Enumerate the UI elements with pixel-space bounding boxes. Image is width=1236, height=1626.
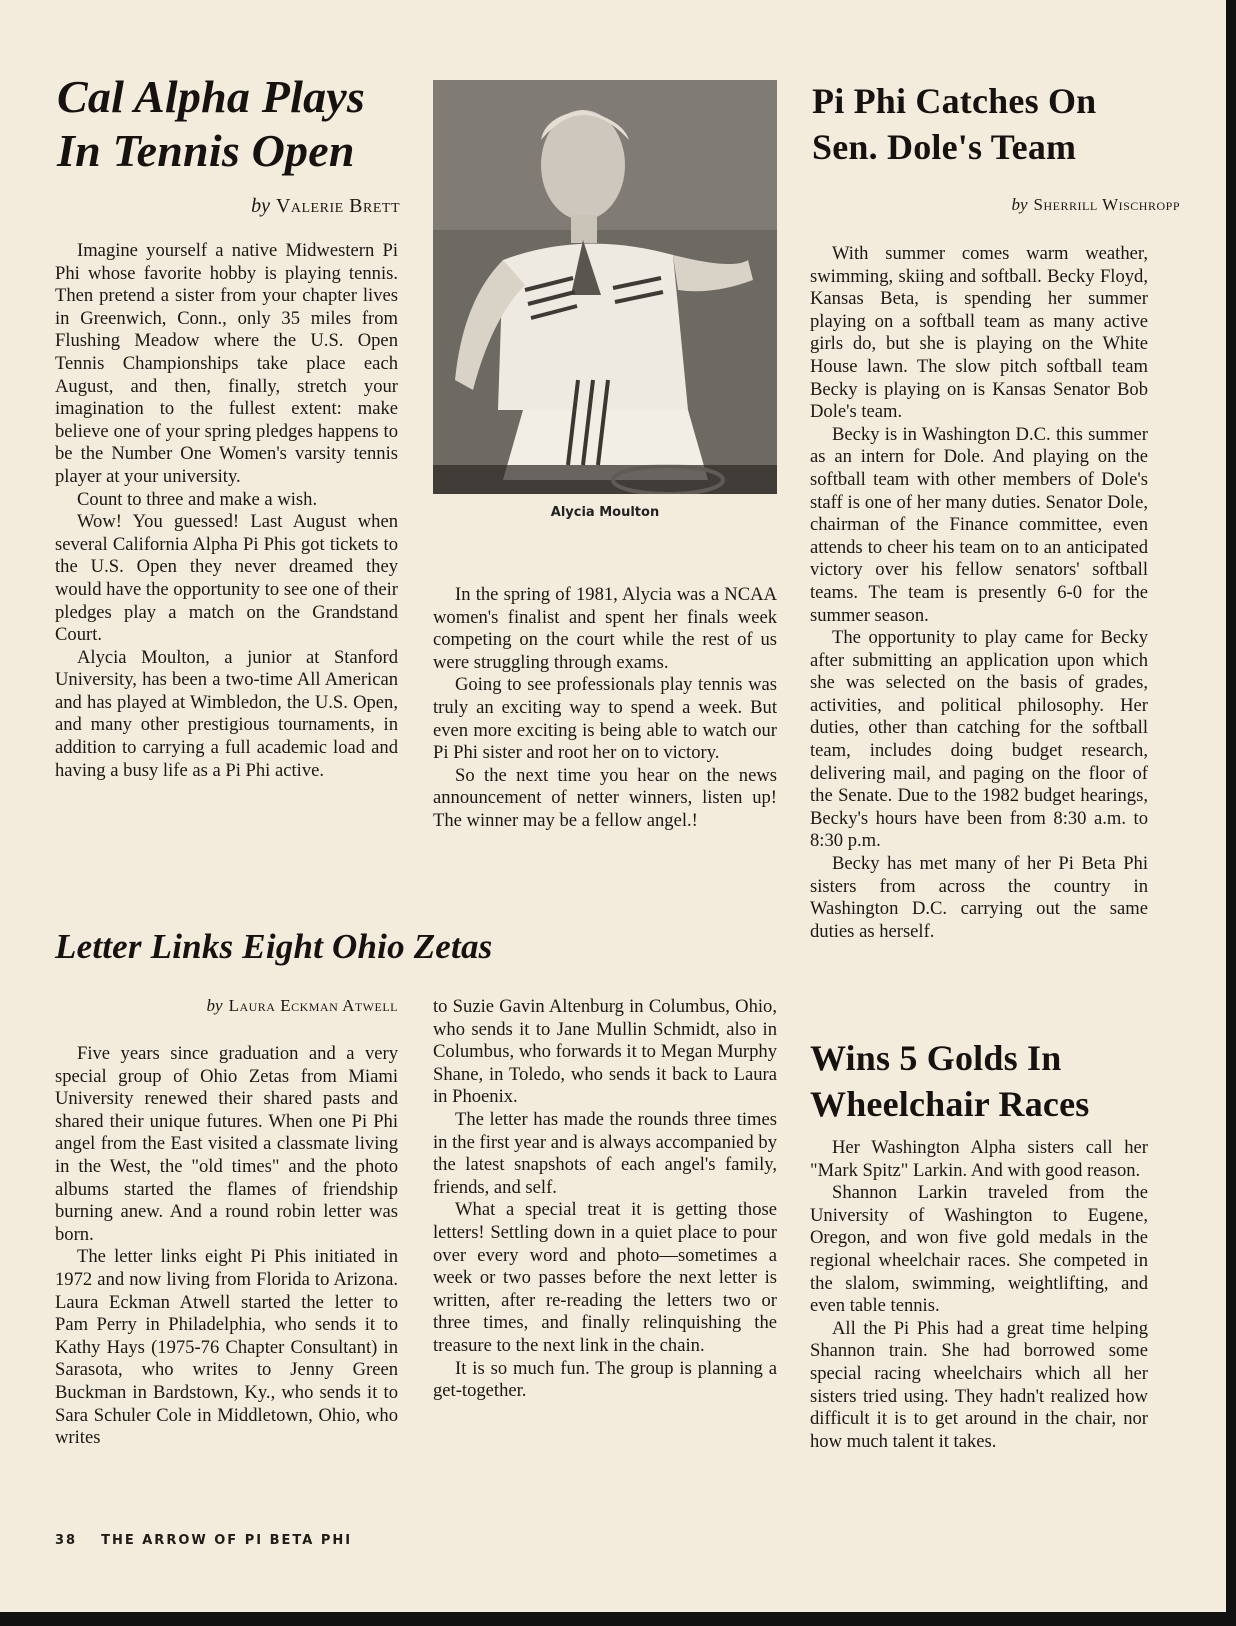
tennis-paragraph: So the next time you hear on the news announcement of netter winners, listen up! The winner may be a fellow angel.! [433, 764, 777, 831]
letter-byline-author: Laura Eckman Atwell [228, 996, 398, 1015]
wheelchair-article-title [810, 1035, 1190, 1127]
bottom-rule [0, 1612, 1236, 1626]
tennis-title-line2: In Tennis Open [57, 125, 355, 176]
page-number: 38 [55, 1533, 78, 1548]
dole-paragraph: The opportunity to play came for Becky after submitting an application upon which she was selected on the basis of grades, activities, and political philosophy. Her duties, other than catching for the softball team, includes doing budget research, delivering mail, and paging on the floor of the Senate. Due to the 1982 budget hearings, Becky's hours have been from 8:30 a.m. to 8:30 p.m. [810, 627, 1148, 852]
letter-paragraph: It is so much fun. The group is planning a get-together. [433, 1357, 777, 1402]
tennis-player-photo-illustration [433, 80, 777, 494]
letter-byline [120, 996, 398, 1016]
wheelchair-title-line1: Wins 5 Golds In [810, 1038, 1062, 1078]
letter-article-title: Letter Links Eight Ohio Zetas [55, 927, 493, 966]
tennis-byline-author: Valerie Brett [275, 195, 400, 217]
dole-paragraph: With summer comes warm weather, swimming, skiing and softball. Becky Floyd, Kansas Beta, is spending her summer playing on a softball team as many active girls do, but she is playing on the White House lawn. The slow pitch softball team Becky is playing on is Kansas Senator Bob Dole's team. [810, 243, 1148, 423]
tennis-paragraph: Wow! You guessed! Last August when several California Alpha Pi Phis got tickets to the U.S. Open they never dreamed they would have the opportunity to see one of their pledges play a match on the Grandstand Court. [55, 511, 398, 646]
wheelchair-paragraph: Shannon Larkin traveled from the University of Washington to Eugene, Oregon, and won five gold medals in the regional wheelchair races. She competed in the slalom, swimming, weightlifting, and even table tennis. [810, 1182, 1148, 1317]
dole-byline [880, 195, 1180, 215]
wheelchair-article-column [810, 1137, 1148, 1453]
wheelchair-paragraph: Her Washington Alpha sisters call her "Mark Spitz" Larkin. And with good reason. [810, 1137, 1148, 1181]
dole-byline-author: Sherrill Wischropp [1033, 195, 1180, 214]
letter-paragraph: Five years since graduation and a very special group of Ohio Zetas from Miami University renewed their shared pasts and shared their unique futures. When one Pi Phi angel from the East visited a classmate living in the West, the "old times" and the photo albums started the flames of friendship burning anew. And a round robin letter was born. [55, 1043, 398, 1245]
letter-article-column-2 [433, 996, 777, 1403]
tennis-byline [200, 195, 400, 218]
letter-paragraph: What a special treat it is getting those letters! Settling down in a quiet place to pour over every word and photo—sometimes a week or two passes before the next letter is written, after re-reading the letters two or three times, and finally relinquishing the treasure to the next link in the chain. [433, 1199, 777, 1356]
tennis-paragraph: In the spring of 1981, Alycia was a NCAA women's finalist and spent her finals week competing on the court while the rest of us were struggling through exams. [433, 584, 777, 673]
tennis-article-title [57, 70, 417, 178]
tennis-paragraph: Going to see professionals play tennis was truly an exciting way to spend a week. But even more exciting is being able to watch our Pi Phi sister and root her on to victory. [433, 674, 777, 764]
dole-byline-prefix: by [1011, 195, 1028, 214]
publication-name: THE ARROW OF PI BETA PHI [101, 1533, 353, 1548]
tennis-paragraph: Count to three and make a wish. [77, 488, 318, 510]
tennis-article-column-2 [433, 584, 777, 833]
dole-paragraph: Becky is in Washington D.C. this summer as an intern for Dole. And playing on the softball team with other members of Dole's staff is one of her many duties. Senator Dole, chairman of the Finance committee, even attends to cheer his team on to an anticipated victory over his fellow senators' softball teams. The team is presently 6-0 for the summer season. [810, 423, 1148, 626]
letter-paragraph-continuation: to Suzie Gavin Altenburg in Columbus, Ohio, who sends it to Jane Mullin Schmidt, also in Columbus, who forwards it to Megan Murphy Shane, in Toledo, who sends it back to Laura in Phoenix. [433, 996, 777, 1108]
letter-paragraph: The letter links eight Pi Phis initiated in 1972 and now living from Florida to Arizona. Laura Eckman Atwell started the letter to Pam Perry in Philadelphia, who sends it to Kathy Hays (1975-76 Chapter Consultant) in Sarasota, who writes to Jenny Green Buckman in Bardstown, Ky., who sends it to Sara Schuler Cole in Middletown, Ohio, who writes [55, 1246, 398, 1449]
tennis-title-line1: Cal Alpha Plays [57, 71, 365, 122]
tennis-paragraph: Imagine yourself a native Midwestern Pi Phi whose favorite hobby is playing tennis. Then pretend a sister from your chapter lives in Greenwich, Conn., only 35 miles from Flushing Meadow where the U.S. Open Tennis Championships take place each August, and then, finally, stretch your imagination to the fullest extent: make believe one of your spring pledges happens to be the Number One Women's varsity tennis player at your university. [55, 240, 398, 487]
dole-paragraph: Becky has met many of her Pi Beta Phi sisters from across the country in Washington D.C. carrying out the same duties as herself. [810, 853, 1148, 942]
page-edge [1226, 0, 1236, 1626]
page-footer [55, 1533, 352, 1548]
letter-paragraph: The letter has made the rounds three times in the first year and is always accompanied by the latest snapshots of each angel's family, friends, and self. [433, 1108, 777, 1198]
photo-caption: Alycia Moulton [550, 505, 660, 520]
tennis-player-photo [433, 80, 777, 494]
wheelchair-title-line2: Wheelchair Races [810, 1084, 1090, 1124]
letter-article-column-1 [55, 1043, 398, 1450]
dole-title-line1: Pi Phi Catches On [812, 81, 1097, 121]
tennis-byline-prefix: by [251, 195, 270, 217]
dole-article-column [810, 243, 1148, 943]
tennis-paragraph: Alycia Moulton, a junior at Stanford University, has been a two-time All American and has played at Wimbledon, the U.S. Open, and many other prestigious tournaments, in addition to carrying a full academic load and having a busy life as a Pi Phi active. [55, 646, 398, 781]
letter-byline-prefix: by [206, 996, 223, 1015]
dole-article-title [812, 78, 1192, 170]
dole-title-line2: Sen. Dole's Team [812, 127, 1077, 167]
tennis-article-column-1 [55, 240, 398, 782]
wheelchair-paragraph: All the Pi Phis had a great time helping Shannon train. She had borrowed some special racing wheelchairs which all her sisters tried using. They hadn't realized how difficult it is to get around in the chair, nor how much talent it takes. [810, 1317, 1148, 1452]
